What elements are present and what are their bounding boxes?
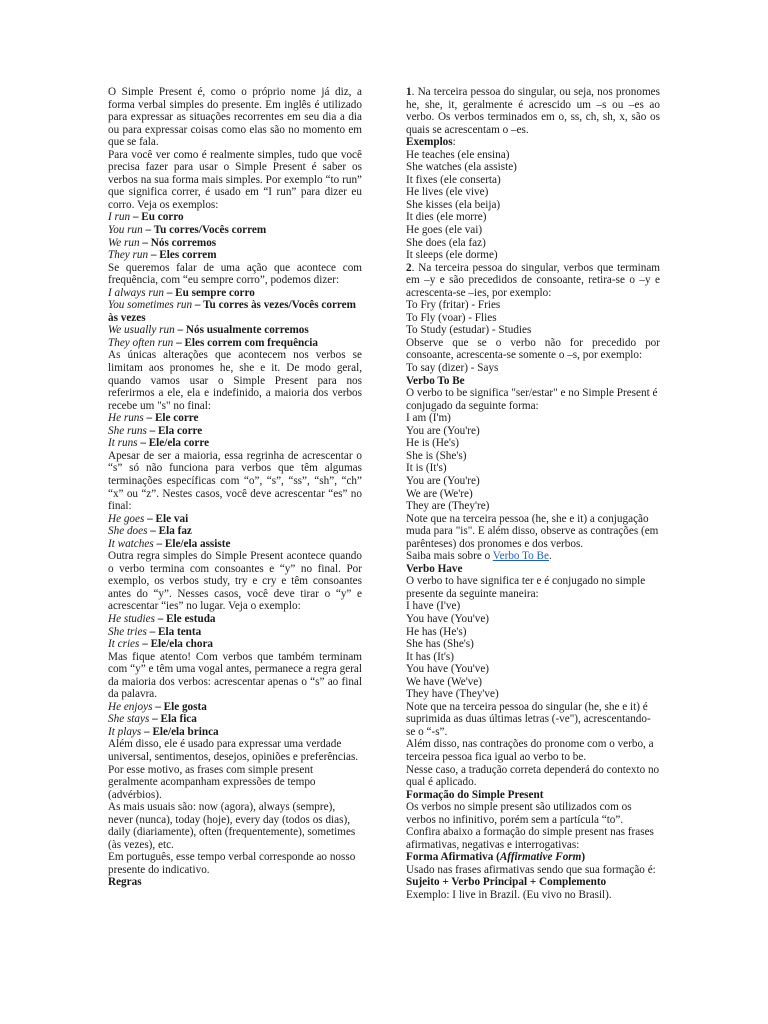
list-line: I am (I'm): [406, 412, 451, 425]
list-line: You have (You've): [406, 612, 490, 625]
example-english: She stays: [108, 713, 150, 726]
example-english: We usually run: [108, 324, 175, 337]
portuguese-equivalent-paragraph: Em português, esse tempo verbal corresponde ao nosso presente do indicativo.: [108, 851, 356, 876]
example-line: [108, 211, 362, 224]
formation-heading: Formação do Simple Present: [406, 788, 544, 801]
list-line: He is (He's): [406, 437, 459, 450]
explanation-paragraph: Para você ver como é realmente simples, tudo que você precisa fazer para usar o Simple Present é saber os verbos na sua forma mais simples. Por exemplo “to run” que significa correr, é usado em “I run” para dizer eu corro. Veja os exemplos:: [108, 148, 362, 211]
example-english: You run: [108, 224, 143, 237]
example-line: [108, 337, 362, 350]
rule-2-text: . Na terceira pessoa do singular, verbos que terminam em –y e são precedidos de consoante, retira-se o –y e acrescenta-se –ies, por exemplo:: [406, 261, 660, 299]
example-english: She tries: [108, 625, 147, 638]
example-line: [108, 437, 362, 450]
rule-2-number: 2: [406, 261, 412, 274]
list-line: He has (He's): [406, 625, 467, 638]
rule-1-paragraph: [406, 86, 660, 136]
list-line: She has (She's): [406, 638, 474, 651]
example-line: [108, 237, 362, 250]
affirmative-formula: Sujeito + Verbo Principal + Complemento: [406, 876, 607, 889]
example-portuguese: – Ele gosta: [152, 700, 207, 713]
list-line: It has (It's): [406, 650, 454, 663]
list-line: She is (She's): [406, 449, 467, 462]
vowel-y-paragraph: Mas fique atento! Com verbos que também terminam com “y” e têm uma vogal antes, permanece a regra geral da maioria dos verbos: acrescentar apenas o “s” ao final da palavra.: [108, 650, 362, 701]
examples-heading: Exemplos:: [406, 136, 456, 149]
example-list-runs: [108, 412, 362, 450]
example-portuguese: – Ela corre: [146, 424, 203, 437]
have-heading: Verbo Have: [406, 562, 463, 575]
example-line: [108, 638, 362, 651]
example-english: It cries: [108, 638, 140, 651]
example-line: [108, 224, 362, 237]
example-english: It plays: [108, 725, 142, 738]
list-line: To Fry (fritar) - Fries: [406, 299, 501, 312]
example-portuguese: – Tu corres/Vocês correm: [142, 224, 267, 237]
example-line: [108, 726, 362, 739]
example-portuguese: – Ela faz: [147, 525, 192, 538]
list-line: I have (I've): [406, 600, 461, 613]
example-english: I always run: [108, 286, 164, 299]
example-english: We run: [108, 236, 140, 249]
list-line: We are (We're): [406, 487, 473, 500]
example-line: [108, 425, 362, 438]
example-line: [108, 412, 362, 425]
example-line: [108, 513, 362, 526]
example-line: [108, 324, 362, 337]
universal-truth-paragraph: Além disso, ele é usado para expressar uma verdade universal, sentimentos, desejos, opiniões e preferências.: [108, 738, 359, 763]
list-line: It sleeps (ele dorme): [406, 249, 498, 262]
formation-text-1: Os verbos no simple present são utilizados com os verbos no infinitivo, porém sem a partícula “to”.: [406, 801, 632, 826]
example-list-ies: [108, 613, 362, 651]
list-line: She watches (ela assiste): [406, 161, 517, 174]
example-portuguese: – Eu sempre corro: [163, 286, 255, 299]
have-note-1: Note que na terceira pessoa do singular (he, she e it) é suprimida as duas últimas letras (-ve"), acrescentando-se o “-s”.: [406, 700, 651, 738]
rules-heading: Regras: [108, 876, 142, 889]
example-line: [108, 701, 362, 714]
verbo-to-be-link[interactable]: Verbo To Be: [492, 550, 549, 563]
example-line: [108, 525, 362, 538]
list-line: It is (It's): [406, 462, 447, 475]
list-line: To Fly (voar) - Flies: [406, 311, 497, 324]
have-note-2: Além disso, nas contrações do pronome com o verbo, a terceira pessoa fica igual ao verbo to be.: [406, 738, 654, 763]
list-line: You are (You're): [406, 424, 480, 437]
example-english: He goes: [108, 512, 145, 525]
example-english: She does: [108, 525, 148, 538]
example-portuguese: – Eu corro: [130, 211, 184, 224]
example-portuguese: – Nós corremos: [139, 236, 217, 249]
example-portuguese: – Ele corre: [143, 412, 199, 425]
adverbs-paragraph: Por esse motivo, as frases com simple present geralmente acompanham expressões de tempo (advérbios).: [108, 763, 316, 801]
example-english: It watches: [108, 537, 154, 550]
to-be-note: Note que na terceira pessoa (he, she e it) a conjugação muda para "is". E além disso, observe as contrações (em parênteses) dos pronomes e dos verbos.: [406, 512, 659, 550]
example-list-frequency: [108, 287, 362, 350]
example-portuguese: – Ele/ela corre: [137, 437, 210, 450]
have-conjugation-list: [406, 600, 660, 700]
list-line: It fixes (ele conserta): [406, 173, 501, 186]
to-be-conjugation-list: [406, 412, 660, 512]
example-english: She runs: [108, 424, 147, 437]
es-rule-paragraph: Apesar de ser a maioria, essa regrinha de acrescentar o “s” só não funciona para verbos que têm algumas terminações específicas com “o”, “s”, “ss”, “sh”, “ch” “x” ou “z”. Nestes casos, você deve acrescentar “es” no final:: [108, 449, 362, 513]
example-english: He enjoys: [108, 700, 153, 713]
example-list-es-verbs: [406, 149, 660, 262]
affirmative-heading: Forma Afirmativa (Affirmative Form): [406, 851, 586, 864]
list-line: You have (You've): [406, 663, 490, 676]
rule-1-text: . Na terceira pessoa do singular, ou seja, nos pronomes he, she, it, geralmente é acrescido um –s ou –es ao verbo. Os verbos terminados em o, ss, ch, sh, x, são os quais se acrescentam o –es.: [406, 86, 660, 136]
example-english: He runs: [108, 412, 144, 425]
affirmative-text: Usado nas frases afirmativas sendo que sua formação é:: [406, 863, 656, 876]
example-list-ies-verbs: [406, 299, 660, 337]
example-line: [108, 249, 362, 262]
list-line: He lives (ele vive): [406, 186, 489, 199]
example-portuguese: – Ele estuda: [154, 612, 216, 625]
example-english: They often run: [108, 336, 174, 349]
example-portuguese: – Eles correm com frequência: [173, 336, 318, 349]
rule-1-number: 1: [406, 86, 412, 98]
list-line: She does (ela faz): [406, 236, 486, 249]
intro-paragraph: O Simple Present é, como o próprio nome já diz, a forma verbal simples do presente. Em inglês é utilizado para expressar as situações recorrentes em seu dia a dia ou para expressar coisas como elas são no momento em que se fala.: [108, 86, 362, 149]
rule-2-paragraph: [406, 262, 660, 300]
to-be-heading: Verbo To Be: [406, 374, 465, 387]
example-portuguese: – Ele vai: [144, 512, 189, 525]
example-english: They run: [108, 249, 149, 262]
example-line: [108, 626, 362, 639]
example-portuguese: – Nós usualmente corremos: [174, 324, 309, 337]
example-line: [108, 713, 362, 726]
example-portuguese: – Ela fica: [149, 713, 197, 726]
affirmative-example: Exemplo: I live in Brazil. (Eu vivo no Brasil).: [406, 889, 612, 901]
list-line: He goes (ele vai): [406, 224, 483, 237]
list-line: She kisses (ela beija): [406, 198, 501, 211]
rule-3-paragraph: Observe que se o verbo não for precedido por consoante, acrescenta-se somente o –s, por exemplo:: [406, 336, 660, 362]
right-column: [406, 86, 660, 902]
left-column: [108, 86, 362, 889]
example-english: It runs: [108, 437, 138, 450]
have-note-3: Nesse caso, a tradução correta dependerá do contexto no qual é aplicado.: [406, 763, 660, 789]
to-be-intro: O verbo to be significa "ser/estar" e no Simple Present é conjugado da seguinte forma:: [406, 387, 658, 412]
rule-3-example: To say (dizer) - Says: [406, 362, 499, 375]
to-be-more-line: Saiba mais sobre o Verbo To Be.: [406, 550, 552, 563]
example-portuguese: – Ela tenta: [146, 625, 202, 638]
list-line: They have (They've): [406, 688, 499, 701]
list-line: They are (They're): [406, 500, 490, 513]
example-portuguese: – Ele/ela assiste: [153, 537, 231, 550]
formation-text-2: Confira abaixo a formação do simple present nas frases afirmativas, negativas e interrogativas:: [406, 826, 654, 851]
ies-rule-paragraph: Outra regra simples do Simple Present acontece quando o verbo termina com consoantes e “y” no final. Por exemplo, os verbos study, try e cry e têm consoantes antes do “y”. Nesses casos, você deve tirar o “y” e acrescentar “ies” no lugar. Veja o exemplo:: [108, 550, 362, 613]
list-line: You are (You're): [406, 474, 480, 487]
example-line: [108, 613, 362, 626]
example-list-vowel-y: [108, 701, 362, 739]
list-line: It dies (ele morre): [406, 211, 487, 224]
example-line: [108, 538, 362, 551]
have-intro: O verbo to have significa ter e é conjugado no simple presente da seguinte maneira:: [406, 575, 646, 600]
example-portuguese: – Ele/ela chora: [139, 638, 214, 651]
example-english: I run: [108, 211, 131, 224]
frequency-paragraph: Se queremos falar de uma ação que acontece com frequência, com “eu sempre corro”, podemos dizer:: [108, 261, 362, 287]
example-line: [108, 287, 362, 300]
usual-adverbs-paragraph: As mais usuais são: now (agora), always (sempre), never (nunca), today (hoje), every day (todos os dias), daily (diariamente), often (frequentemente), sometimes (às vezes), etc.: [108, 801, 356, 851]
example-english: He studies: [108, 612, 155, 625]
list-line: He teaches (ele ensina): [406, 148, 510, 161]
list-line: To Study (estudar) - Studies: [406, 324, 532, 337]
example-portuguese: – Ele/ela brinca: [141, 725, 219, 738]
list-line: We have (We've): [406, 675, 482, 688]
pronoun-paragraph: As únicas alterações que acontecem nos verbos se limitam aos pronomes he, she e it. De modo geral, quando vamos usar o Simple Present para nos referirmos a ele, ela e indefinido, a maioria dos verbos recebe um "s" no final:: [108, 349, 362, 412]
example-english: You sometimes run: [108, 299, 193, 312]
example-portuguese: – Eles correm: [148, 249, 217, 262]
example-list-es: [108, 513, 362, 551]
example-list-run: [108, 211, 362, 261]
example-portuguese: – Tu corres às vezes/Vocês correm às vezes: [108, 299, 356, 324]
example-line: [108, 299, 362, 324]
